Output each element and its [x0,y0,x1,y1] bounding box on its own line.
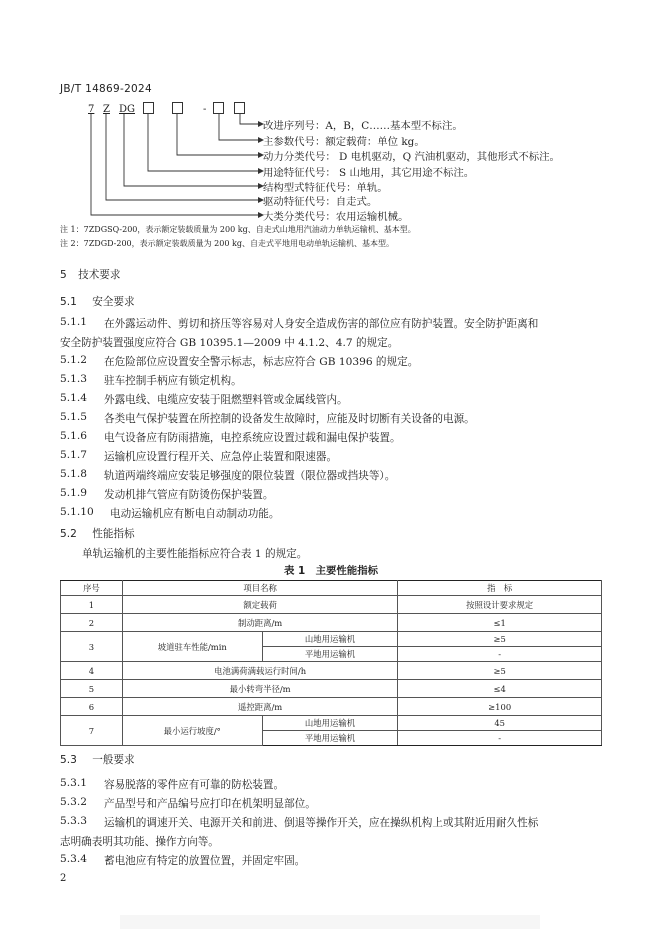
table-cell: 山地用运输机 [262,716,398,731]
section-title: 技术要求 [78,269,121,281]
clause-number: 5.1.9 [60,487,87,499]
subsection-title: 性能指标 [92,528,135,540]
table-row [61,680,602,698]
code-dash: - [203,104,207,115]
clause-number: 5.1.10 [60,506,94,518]
code-part-dg: DG [119,104,136,115]
clause-text: 电气设备应有防雨措施，电控系统应设置过载和漏电保护装置。 [104,432,401,444]
table-cell: 4 [61,662,123,680]
clause-text: 驻车控制手柄应有锁定机构。 [104,375,242,387]
table-cell: 45 [398,716,602,731]
performance-intro: 单轨运输机的主要性能指标应符合表 1 的规定。 [82,548,308,560]
clause-text: 志明确表明其功能、操作方向等。 [60,836,219,848]
clause-number: 5.1.8 [60,468,87,480]
table-cell: ≥5 [398,632,602,647]
table-cell: 1 [61,596,123,614]
section-number: 5 [60,269,67,281]
clause-number: 5.1.5 [60,411,87,423]
table-cell: 最小运行坡度/° [122,716,262,746]
table-header: 指 标 [398,581,602,596]
table-row [61,614,602,632]
clause-number: 5.3.1 [60,777,87,789]
clause-number: 5.3.3 [60,815,87,827]
table-cell: 坡道驻车性能/min [122,632,262,662]
code-label: 主参数代号：额定载荷：单位 kg。 [263,136,425,148]
clause-text: 产品型号和产品编号应打印在机架明显部位。 [104,798,316,810]
document-number: JB/T 14869-2024 [60,83,153,95]
code-label: 驱动特征代号：自走式。 [263,196,378,208]
table-cell: - [398,731,602,746]
table-row [61,632,602,647]
clause-number: 5.1.7 [60,449,87,461]
clause-number: 5.1.1 [60,316,87,328]
table-cell: 平地用运输机 [262,731,398,746]
clause-text: 各类电气保护装置在所控制的设备发生故障时，应能及时切断有关设备的电源。 [104,413,475,425]
code-label: 用途特征代号： S 山地用，其它用途不标注。 [263,167,475,179]
subsection-heading [60,752,135,767]
code-label: 大类分类代号：农用运输机械。 [263,211,409,223]
table-cell: 按照设计要求规定 [398,596,602,614]
table-row [61,698,602,716]
code-note: 注 2：7ZDGD-200，表示额定装载质量为 200 kg、自走式平地用电动单轨运输机、基本型。 [60,239,394,248]
table-cell: ≤4 [398,680,602,698]
clause-text: 运输机的调速开关、电源开关和前进、倒退等操作开关，应在操纵机构上或其附近用耐久性标 [104,817,539,829]
clause-number: 5.3.4 [60,853,87,865]
subsection-title: 一般要求 [92,754,135,766]
table-row [61,596,602,614]
table-row [61,716,602,731]
page-number: 2 [60,873,67,884]
section-heading [60,267,121,282]
clause-text: 容易脱落的零件应有可靠的防松装置。 [104,779,285,791]
code-label: 结构型式特征代号：单轨。 [263,182,388,194]
table-row [61,662,602,680]
clause-number: 5.1.6 [60,430,87,442]
clause-text: 轨道两端终端应安装足够强度的限位装置（限位器或挡块等）。 [104,470,396,482]
clause-text: 外露电线、电缆应安装于阻燃塑料管或金属线管内。 [104,394,348,406]
clause-number: 5.3.2 [60,796,87,808]
table-cell: 遥控距离/m [122,698,397,716]
table-caption: 表 1 主要性能指标 [284,565,378,577]
clause-text: 电动运输机应有断电自动制动功能。 [110,508,280,520]
watermark-strip [120,915,540,929]
table-cell: 3 [61,632,123,662]
table-header: 序号 [61,581,123,596]
clause-text: 发动机排气管应有防烫伤保护装置。 [104,489,274,501]
table-cell: 最小转弯半径/m [122,680,397,698]
table-cell: 5 [61,680,123,698]
clause-text: 在危险部位应设置安全警示标志，标志应符合 GB 10396 的规定。 [104,356,419,368]
table-cell: 山地用运输机 [262,632,398,647]
clause-number: 5.1.2 [60,354,87,366]
table-cell: 7 [61,716,123,746]
subsection-title: 安全要求 [92,296,135,308]
code-label: 改进序列号：A，B，C……基本型不标注。 [263,120,463,132]
code-note: 注 1：7ZDGSQ-200，表示额定装载质量为 200 kg、自走式山地用汽油动力单轨运输机、基本型。 [60,225,416,234]
table-cell: ≥100 [398,698,602,716]
table-cell: 额定载荷 [122,596,397,614]
table-cell: 平地用运输机 [262,647,398,662]
clause-text: 运输机应设置行程开关、应急停止装置和限速器。 [104,451,338,463]
table-cell: 制动距离/m [122,614,397,632]
subsection-heading [60,294,135,309]
clause-text: 安全防护装置强度应符合 GB 10395.1—2009 中 4.1.2、4.7 的规定。 [60,337,399,349]
code-label: 动力分类代号： D 电机驱动，Q 汽油机驱动，其他形式不标注。 [263,151,560,163]
clause-number: 5.1.4 [60,392,87,404]
table-header: 项目名称 [122,581,397,596]
table-cell: 电池满荷满载运行时间/h [122,662,397,680]
code-part-7: 7 [88,104,95,115]
subsection-number: 5.2 [60,528,77,540]
table-cell: ≥5 [398,662,602,680]
clause-number: 5.1.3 [60,373,87,385]
clause-text: 在外露运动件、剪切和挤压等容易对人身安全造成伤害的部位应有防护装置。安全防护距离和 [104,318,539,330]
clause-text: 蓄电池应有特定的放置位置，并固定牢固。 [104,855,306,867]
table-cell: 6 [61,698,123,716]
code-part-z: Z [103,104,110,115]
subsection-number: 5.3 [60,754,77,766]
performance-table [60,580,602,746]
subsection-heading [60,526,135,541]
table-cell: 2 [61,614,123,632]
table-cell: ≤1 [398,614,602,632]
table-cell: - [398,647,602,662]
subsection-number: 5.1 [60,296,77,308]
